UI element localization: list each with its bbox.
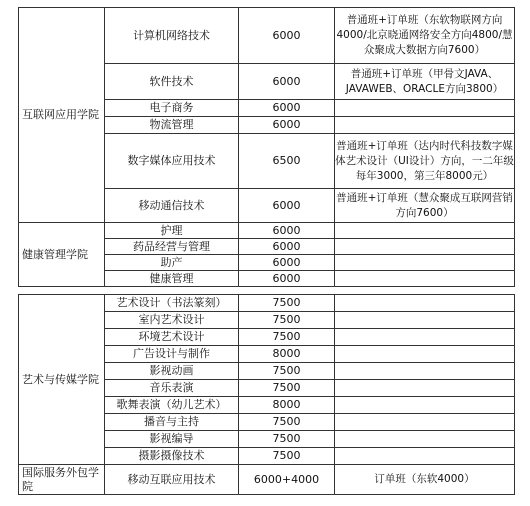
class-note [335,380,515,397]
college-name: 国际服务外包学院 [19,465,105,495]
major-name: 广告设计与制作 [105,346,239,363]
class-note [335,397,515,414]
table-row [19,465,515,495]
tuition-fee: 7500 [239,414,335,431]
major-name: 摄影摄像技术 [105,448,239,465]
major-name: 计算机网络技术 [105,8,239,64]
class-note: 普通班+订单班（慧众聚成互联网营销方向7600） [335,189,515,223]
tuition-fee: 7500 [239,363,335,380]
class-note [335,271,515,287]
major-name: 移动通信技术 [105,189,239,223]
class-note [335,223,515,239]
major-name: 影视动画 [105,363,239,380]
fee-table-lower [18,294,515,495]
tuition-fee: 8000 [239,397,335,414]
major-name: 播音与主持 [105,414,239,431]
class-note: 普通班+订单班（达内时代科技数字媒体艺术设计（UI设计）方向，一二年级每年3000，第三年8000元） [335,134,515,189]
class-note: 普通班+订单班（甲骨文JAVA、JAVAWEB、ORACLE方向3800） [335,64,515,100]
major-name: 数字媒体应用技术 [105,134,239,189]
major-name: 护理 [105,223,239,239]
class-note [335,363,515,380]
major-name: 室内艺术设计 [105,312,239,329]
tuition-fee: 7500 [239,431,335,448]
major-name: 物流管理 [105,117,239,134]
tuition-fee: 7500 [239,312,335,329]
tuition-fee: 6000 [239,64,335,100]
table-row [19,295,515,312]
table-row [19,8,515,64]
tuition-fee: 7500 [239,295,335,312]
tuition-fee: 6000 [239,100,335,117]
major-name: 软件技术 [105,64,239,100]
class-note [335,100,515,117]
tuition-fee: 6000 [239,271,335,287]
class-note [335,239,515,255]
major-name: 电子商务 [105,100,239,117]
fee-table-upper [18,7,515,287]
table-row [19,223,515,239]
class-note [335,414,515,431]
tuition-fee: 6000 [239,239,335,255]
class-note [335,295,515,312]
tuition-fee: 7500 [239,448,335,465]
class-note [335,312,515,329]
class-note [335,346,515,363]
class-note [335,431,515,448]
major-name: 影视编导 [105,431,239,448]
tuition-fee: 7500 [239,380,335,397]
major-name: 药品经营与管理 [105,239,239,255]
major-name: 艺术设计（书法篆刻） [105,295,239,312]
tuition-fee: 6000 [239,117,335,134]
tuition-fee: 6000 [239,8,335,64]
class-note [335,255,515,271]
college-name: 健康管理学院 [19,223,105,287]
tuition-fee: 7500 [239,329,335,346]
class-note [335,448,515,465]
tuition-fee: 6500 [239,134,335,189]
tuition-fee: 6000 [239,255,335,271]
class-note: 订单班（东软4000） [335,465,515,495]
college-name: 艺术与传媒学院 [19,295,105,465]
class-note [335,329,515,346]
major-name: 歌舞表演（幼儿艺术） [105,397,239,414]
tuition-fee: 6000 [239,189,335,223]
college-name: 互联网应用学院 [19,8,105,223]
major-name: 移动互联应用技术 [105,465,239,495]
major-name: 环境艺术设计 [105,329,239,346]
tuition-fee: 6000+4000 [239,465,335,495]
class-note: 普通班+订单班（东软物联网方向4000/北京晓通网络安全方向4800/慧众聚成大数据方向7600） [335,8,515,64]
tuition-fee: 8000 [239,346,335,363]
major-name: 助产 [105,255,239,271]
tuition-fee: 6000 [239,223,335,239]
class-note [335,117,515,134]
major-name: 音乐表演 [105,380,239,397]
major-name: 健康管理 [105,271,239,287]
